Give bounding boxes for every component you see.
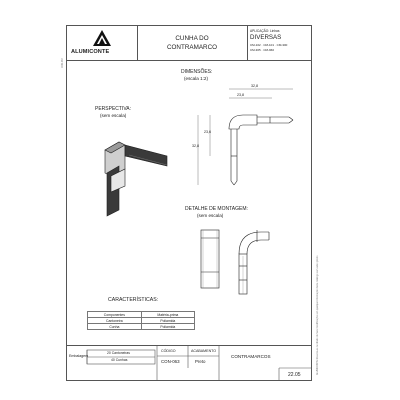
dim-side-short: 23,6	[204, 130, 211, 134]
footer	[67, 345, 311, 381]
application-label: APLICAÇÃO: Linhas	[250, 29, 280, 33]
code-value: CON-063	[161, 359, 180, 364]
dimensions-title: DIMENSÕES:	[181, 69, 213, 75]
assembly-corner	[239, 230, 269, 294]
packaging-line-2: 40 Cunhas	[111, 358, 128, 362]
characteristics-title: CARACTERÍSTICAS:	[108, 297, 159, 303]
footer-grid	[67, 346, 311, 381]
category: CONTRAMARCOS	[231, 354, 271, 359]
title-line-1: CUNHA DO	[175, 35, 209, 42]
dim-top: 32,8	[251, 84, 258, 88]
packaging-line-1: 20 Cantoneiras	[107, 351, 130, 355]
dim-side-long: 32,8	[192, 144, 199, 148]
left-side-code: CON-063	[62, 58, 64, 68]
packaging-label: Embalagem	[69, 354, 89, 358]
right-side-note: ALUMICONTE Reserva-se no direito de fazer modificações em qualquer informação deste catálogo sem aviso prévio.	[317, 254, 319, 375]
characteristics-table	[87, 311, 195, 330]
perspective-view	[105, 142, 167, 216]
perspective-title: PERSPECTIVA:	[95, 106, 132, 112]
logo-text: ALUMICONTE	[71, 49, 110, 55]
table-cell: Poliamida	[141, 318, 194, 324]
application-codes-2: CM-305 · CM-960	[250, 48, 275, 52]
assembly-profile	[201, 230, 219, 288]
sheet-frame	[66, 25, 312, 381]
dim-middle: 23,8	[237, 93, 244, 97]
page-number: 22.05	[288, 372, 301, 378]
table-cell: Poliamida	[141, 324, 194, 330]
code-label: CÓDIGO	[161, 349, 176, 353]
dimension-view	[198, 89, 293, 185]
table-cell: Cunha	[88, 324, 142, 330]
technical-drawings	[67, 26, 311, 346]
application-codes-1: CM-102 · CM-101 · CM-300	[250, 43, 288, 47]
table-row	[88, 324, 195, 330]
perspective-scale: (sem escala)	[100, 113, 127, 118]
dimensions-scale: (escala 1:2)	[184, 76, 209, 81]
table-cell: Matéria-prima	[141, 312, 194, 318]
application-value: DIVERSAS	[250, 34, 282, 41]
table-cell: Componentes	[88, 312, 142, 318]
title-line-2: CONTRAMARCO	[166, 44, 218, 51]
assembly-scale: (sem escala)	[197, 213, 224, 218]
assembly-title: DETALHE DE MONTAGEM:	[185, 206, 248, 212]
finish-value: Preto	[195, 359, 206, 364]
finish-label: ACABAMENTO	[191, 349, 217, 353]
table-cell: Cantoneira	[88, 318, 142, 324]
